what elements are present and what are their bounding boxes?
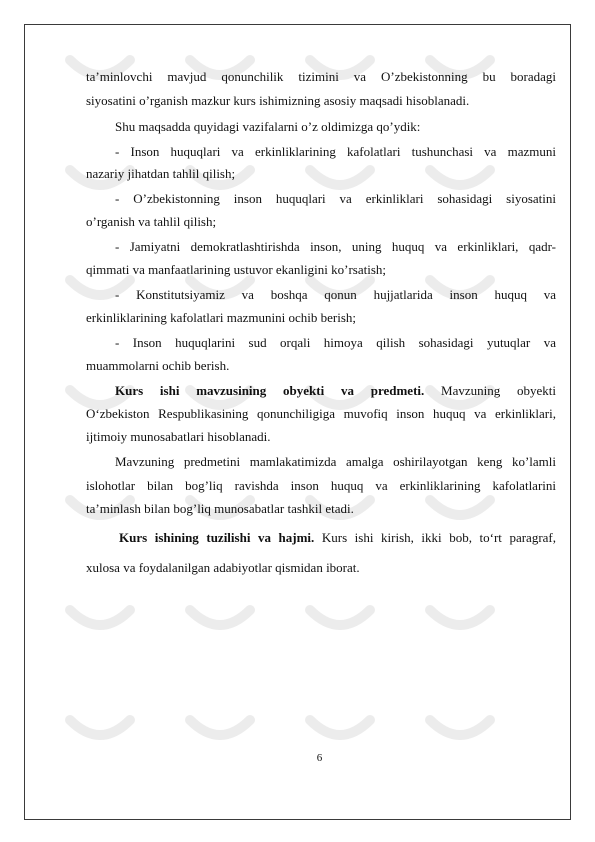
page-number: 6: [316, 752, 323, 764]
text-line: o’rganish va tahlil qilish;: [86, 214, 217, 229]
text-line: siyosatini o’rganish mazkur kurs ishimizning asosiy maqsadi hisoblanadi.: [86, 93, 470, 108]
section-heading-line: [115, 380, 556, 402]
text-span: Mavzuning obyekti: [424, 383, 556, 398]
list-item-line: - Jamiyatni demokratlashtirishda inson, uning huquq va erkinliklari, qadr-: [115, 239, 556, 254]
text-line: ijtimoiy munosabatlari hisoblanadi.: [86, 429, 271, 444]
list-item-line: - Inson huquqlari va erkinliklarining kafolatlari tushunchasi va mazmuni: [115, 144, 556, 159]
text-line: islohotlar bilan bog’liq ravishda inson huquq va erkinliklarining kafolatlarini: [86, 478, 556, 493]
text-line: muammolarni ochib berish.: [86, 358, 230, 373]
object-subject-heading: Kurs ishi mavzusining obyekti va predmeti.: [115, 383, 425, 398]
text-line: qimmati va manfaatlarining ustuvor ekanligini ko’rsatish;: [86, 262, 387, 277]
section-heading-line: [119, 527, 556, 549]
text-span: Kurs ishi kirish, ikki bob, to‘rt paragraf,: [314, 530, 556, 545]
text-line: O‘zbekiston Respublikasining qonunchiligiga muvofiq inson huquq va erkinliklari,: [86, 406, 556, 421]
list-item-line: - Inson huquqlarini sud orqali himoya qilish sohasidagi yutuqlar va: [115, 335, 556, 350]
text-line: erkinliklarining kafolatlari mazmunini ochib berish;: [86, 310, 357, 325]
text-line: Mavzuning predmetini mamlakatimizda amalga oshirilayotgan keng ko’lamli: [115, 454, 556, 469]
text-line: xulosa va foydalanilgan adabiyotlar qismidan iborat.: [86, 560, 360, 575]
list-item-line: - O’zbekistonning inson huquqlari va erkinliklari sohasidagi siyosatini: [115, 191, 556, 206]
text-line: nazariy jihatdan tahlil qilish;: [86, 166, 236, 181]
list-item-line: - Konstitutsiyamiz va boshqa qonun hujjatlarida inson huquq va: [115, 287, 556, 302]
structure-heading: Kurs ishining tuzilishi va hajmi.: [119, 530, 315, 545]
text-line: ta’minlash bilan bog’liq munosabatlar tashkil etadi.: [86, 501, 354, 516]
text-line: ta’minlovchi mavjud qonunchilik tizimini va O’zbekistonning bu boradagi: [86, 69, 556, 84]
text-line: Shu maqsadda quyidagi vazifalarni o’z oldimizga qo’ydik:: [115, 119, 421, 134]
